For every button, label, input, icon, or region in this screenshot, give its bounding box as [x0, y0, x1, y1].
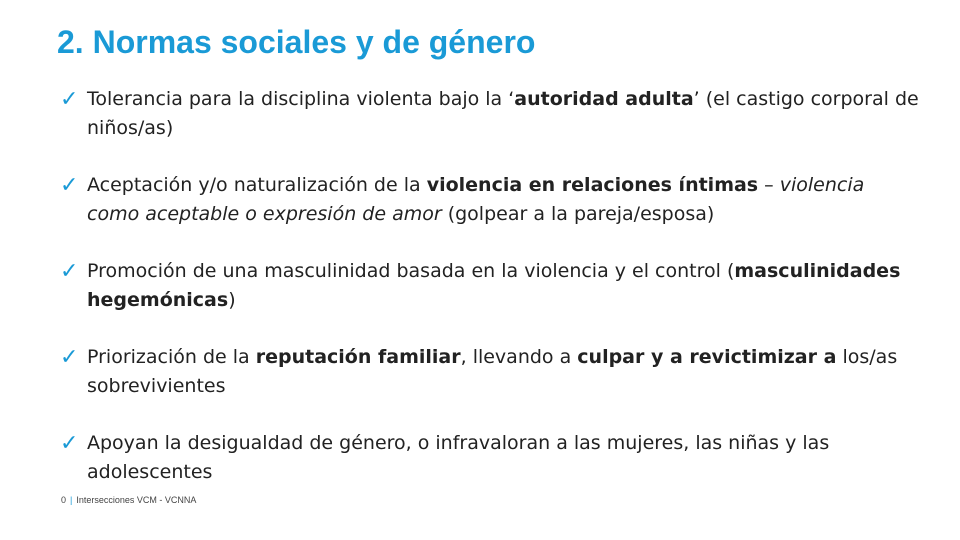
bullet-item — [60, 343, 920, 429]
bullet-text-segment: Tolerancia para la disciplina violenta bajo la ‘ — [87, 88, 515, 110]
bullet-text — [87, 174, 864, 225]
footer-separator: | — [70, 495, 73, 505]
check-icon: ✓ — [60, 87, 79, 112]
bullet-text-segment: – — [758, 174, 780, 196]
bullet-list — [60, 85, 920, 515]
bullet-text — [87, 346, 897, 397]
bullet-text-segment: Promoción de una masculinidad basada en la violencia y el control ( — [87, 260, 735, 282]
bullet-text-segment: los/as sobrevivientes — [87, 346, 898, 397]
bullet-text-segment-bold: culpar y a revictimizar a — [577, 346, 837, 368]
bullet-text-segment: , llevando a — [460, 346, 578, 368]
bullet-text-segment-bold: violencia en relaciones íntimas — [426, 174, 759, 196]
check-icon: ✓ — [60, 259, 79, 284]
footer-text: Intersecciones VCM - VCNNA — [76, 495, 197, 505]
bullet-text-segment-bold: autoridad adulta — [514, 88, 694, 110]
check-icon: ✓ — [60, 431, 79, 456]
bullet-text-segment: ) — [228, 289, 236, 311]
slide-title: 2. Normas sociales y de género — [57, 24, 536, 60]
bullet-item — [60, 257, 920, 343]
bullet-text-segment: ’ (el castigo corporal de niños/as) — [87, 88, 919, 139]
bullet-text-segment: Apoyan la desigualdad de género, o infravaloran a las mujeres, las niñas y las adolescentes — [87, 432, 830, 483]
bullet-text — [87, 260, 900, 311]
bullet-text-segment: Aceptación y/o naturalización de la — [87, 174, 427, 196]
bullet-text-segment-bold: reputación familiar — [255, 346, 461, 368]
bullet-item — [60, 171, 920, 257]
bullet-item — [60, 85, 920, 171]
bullet-text-segment-italic: violencia como aceptable o expresión de amor — [87, 174, 865, 225]
page-number: 0 — [61, 495, 67, 505]
check-icon: ✓ — [60, 173, 79, 198]
slide-footer — [61, 495, 196, 505]
bullet-text-segment: Priorización de la — [87, 346, 256, 368]
bullet-text — [87, 432, 829, 483]
check-icon: ✓ — [60, 345, 79, 370]
bullet-text — [87, 88, 919, 139]
bullet-text-segment-bold: masculinidades hegemónicas — [87, 260, 901, 311]
bullet-text-segment: (golpear a la pareja/esposa) — [441, 203, 715, 225]
